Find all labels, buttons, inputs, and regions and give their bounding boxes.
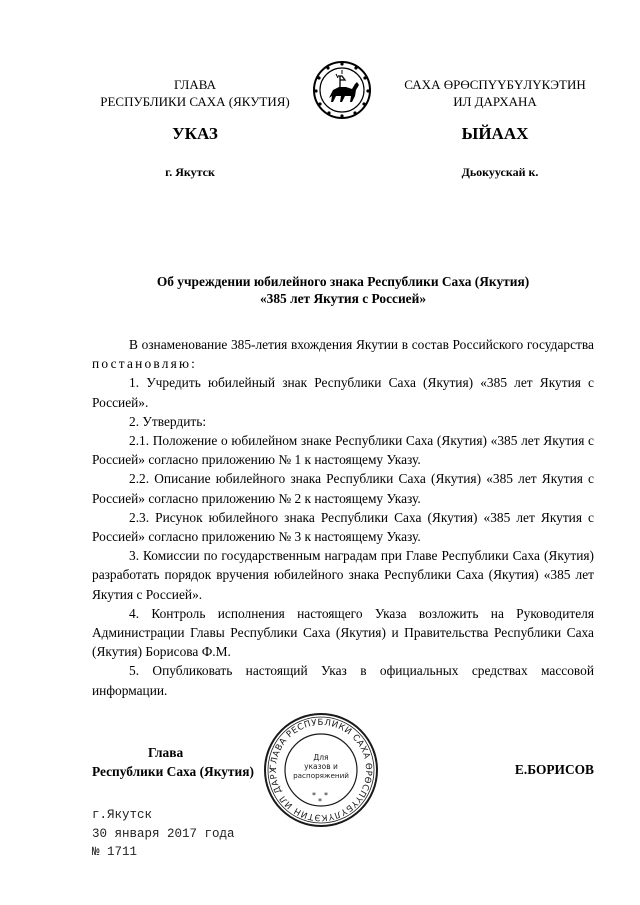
- clause-2: 2. Утвердить:: [129, 413, 207, 429]
- signatory-title-line-2: Республики Саха (Якутия): [92, 764, 254, 779]
- svg-text:*: *: [318, 797, 322, 806]
- svg-text:*: *: [312, 791, 316, 800]
- doc-type-sah: ЫЙААХ: [461, 124, 529, 143]
- document-title: [92, 273, 594, 307]
- header-right: [378, 76, 612, 110]
- footer-info: [92, 806, 235, 862]
- clause-2-2: 2.2. Описание юбилейного знака Республики Саха (Якутия) «385 лет Якутия с Россией» согласно приложению № 2 к настоящему Указу.: [92, 471, 594, 506]
- stamp-ring-text: ГЛАВА РЕСПУБЛИКИ САХА ӨРӨСПҮҮБҮЛҮКЭТИН ИЛ ДАРХ: [268, 717, 374, 823]
- stamp-center-line-1: Для: [313, 753, 329, 762]
- svg-text:*: *: [324, 791, 328, 800]
- footer-city: г.Якутск: [92, 808, 153, 822]
- clause-2-1: 2.1. Положение о юбилейном знаке Республики Саха (Якутия) «385 лет Якутия с Россией» согласно приложению № 1 к настоящему Указу.: [92, 433, 594, 468]
- decree-keyword: постановляю: [92, 356, 192, 372]
- stamp-center-line-3: распоряжений: [293, 771, 349, 780]
- signatory-title: [92, 743, 282, 781]
- doc-type-ru: УКАЗ: [172, 124, 218, 143]
- footer-number: № 1711: [92, 845, 138, 859]
- clause-5: 5. Опубликовать настоящий Указ в официальных средствах массовой информации.: [92, 663, 594, 698]
- preamble-paragraph: [92, 335, 594, 373]
- issuer-title-ru: ГЛАВА: [174, 77, 216, 92]
- document-body: [92, 335, 594, 700]
- preamble-text: В ознаменование 385-летия вхождения Якутии в состав Российского государства: [129, 337, 594, 352]
- signatory-title-line-1: Глава: [148, 745, 184, 760]
- city-sah: Дьокуускай к.: [461, 165, 539, 179]
- title-line-2: «385 лет Якутия с Россией»: [259, 291, 427, 306]
- coat-of-arms-emblem: [312, 60, 372, 120]
- clause-2-3: 2.3. Рисунок юбилейного знака Республики Саха (Якутия) «385 лет Якутия с Россией» согласно приложению № 3 к настоящему Указу.: [92, 509, 594, 545]
- clause-3: 3. Комиссии по государственным наградам при Главе Республики Саха (Якутия) разработать порядок вручения юбилейного знака Республики Саха (Якутия) «385 лет Якутия с Россией».: [92, 548, 594, 602]
- preamble-colon: :: [191, 356, 195, 372]
- footer-date: 30 января 2017 года: [92, 826, 235, 841]
- issuer-title-sah: САХА ӨРӨСПҮҮБҮЛҮКЭТИН: [404, 77, 586, 92]
- issuer-subtitle-sah: ИЛ ДАРХАНА: [453, 94, 537, 109]
- clause-4: 4. Контроль исполнения настоящего Указа возложить на Руководителя Администрации Главы Республики Саха (Якутия) и Правительства Республики Саха (Якутия) Борисова Ф.М.: [92, 605, 594, 660]
- city-ru: г. Якутск: [165, 165, 215, 179]
- coat-of-arms-icon: [312, 60, 372, 120]
- header-left: [90, 76, 300, 110]
- issuer-republic-ru: РЕСПУБЛИКИ САХА (ЯКУТИЯ): [100, 94, 290, 109]
- clause-1: 1. Учредить юбилейный знак Республики Саха (Якутия) «385 лет Якутия с Россией».: [92, 375, 594, 410]
- title-line-1: Об учреждении юбилейного знака Республики Саха (Якутия): [156, 274, 530, 289]
- signatory-name: Е.БОРИСОВ: [514, 762, 594, 777]
- stamp-center-line-2: указов и: [304, 762, 338, 771]
